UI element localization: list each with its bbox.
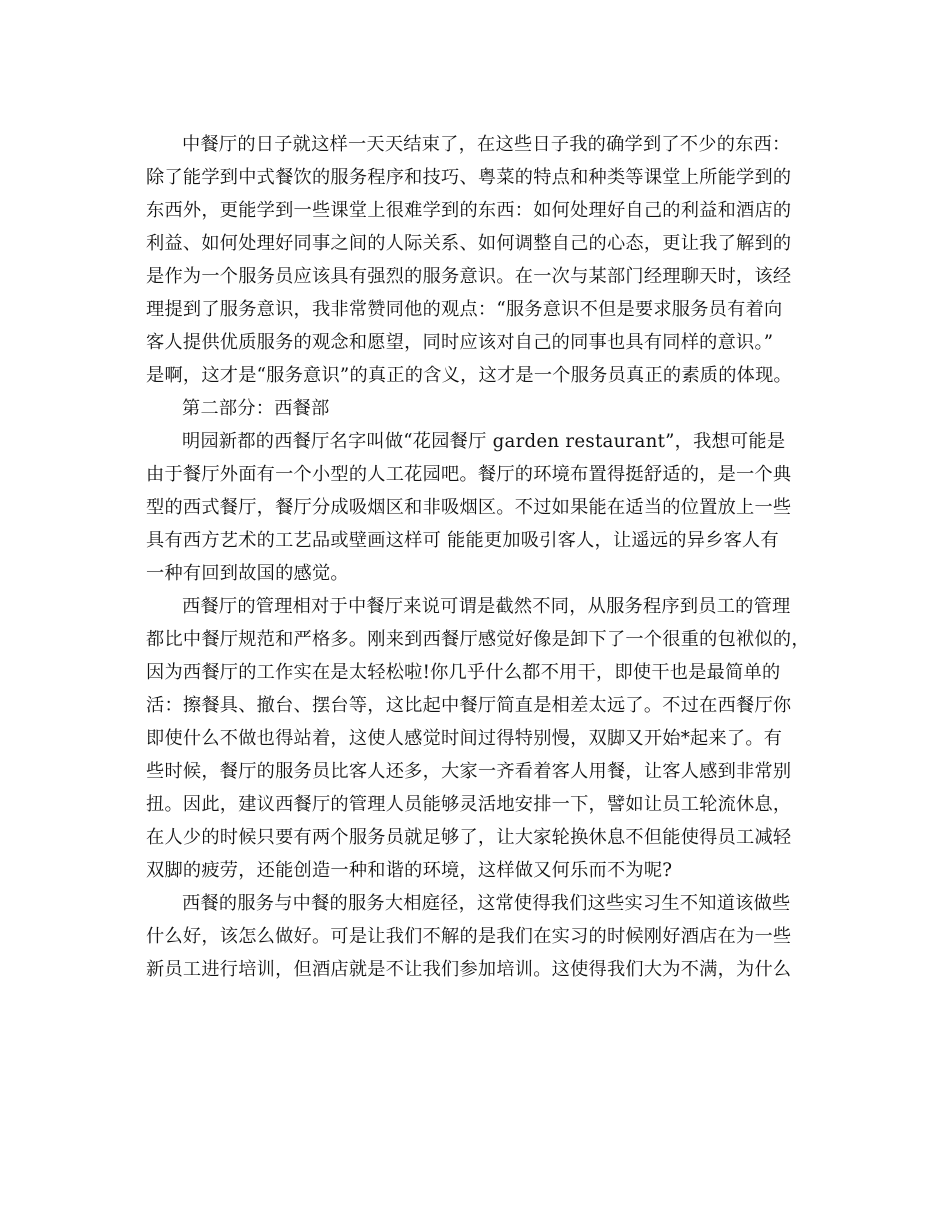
paragraph-line: 是作为一个服务员应该具有强烈的服务意识。在一次与某部门经理聊天时，该经 — [146, 266, 792, 287]
document-body — [146, 128, 816, 986]
paragraph-line: 什么好，该怎么做好。可是让我们不解的是我们在实习的时候刚好酒店在为一些 — [146, 926, 792, 947]
paragraph-line: 些时候，餐厅的服务员比客人还多，大家一齐看着客人用餐，让客人感到非常别 — [146, 761, 792, 782]
paragraph-line: 东西外，更能学到一些课堂上很难学到的东西：如何处理好自己的利益和酒店的 — [146, 200, 792, 221]
paragraph-line: 扭。因此，建议西餐厅的管理人员能够灵活地安排一下，譬如让员工轮流休息， — [146, 794, 792, 815]
paragraph-line: 理提到了服务意识，我非常赞同他的观点：“服务意识不但是要求服务员有着向 — [146, 299, 783, 320]
paragraph-line: 在人少的时候只要有两个服务员就足够了，让大家轮换休息不但能使得员工减轻 — [146, 827, 792, 848]
paragraph-line: 具有西方艺术的工艺品或壁画这样可 能能更加吸引客人，让遥远的异乡客人有 — [146, 530, 779, 551]
paragraph-line: 明园新都的西餐厅名字叫做“花园餐厅 garden restaurant”，我想可能是 — [182, 431, 786, 452]
paragraph-line: 双脚的疲劳，还能创造一种和谐的环境，这样做又何乐而不为呢? — [146, 860, 673, 881]
paragraph-line: 西餐的服务与中餐的服务大相庭径，这常使得我们这些实习生不知道该做些 — [182, 893, 791, 914]
section-heading: 第二部分：西餐部 — [182, 398, 330, 419]
paragraph-line: 由于餐厅外面有一个小型的人工花园吧。餐厅的环境布置得挺舒适的，是一个典 — [146, 464, 792, 485]
paragraph-line: 西餐厅的管理相对于中餐厅来说可谓是截然不同，从服务程序到员工的管理 — [182, 596, 791, 617]
paragraph-line: 是啊，这才是“服务意识”的真正的含义，这才是一个服务员真正的素质的体现。 — [146, 365, 792, 386]
paragraph-line: 除了能学到中式餐饮的服务程序和技巧、粤菜的特点和种类等课堂上所能学到的 — [146, 167, 792, 188]
paragraph-line: 利益、如何处理好同事之间的人际关系、如何调整自己的心态，更让我了解到的 — [146, 233, 792, 254]
paragraph-line: 新员工进行培训，但酒店就是不让我们参加培训。这使得我们大为不满，为什么 — [146, 959, 792, 980]
paragraph-line: 都比中餐厅规范和严格多。刚来到西餐厅感觉好像是卸下了一个很重的包袱似的， — [146, 629, 810, 650]
paragraph-line: 中餐厅的日子就这样一天天结束了，在这些日子我的确学到了不少的东西： — [182, 134, 791, 155]
paragraph-line: 型的西式餐厅，餐厅分成吸烟区和非吸烟区。不过如果能在适当的位置放上一些 — [146, 497, 792, 518]
paragraph-line: 活：擦餐具、撤台、摆台等，这比起中餐厅简直是相差太远了。不过在西餐厅你 — [146, 695, 792, 716]
paragraph-line: 因为西餐厅的工作实在是太轻松啦!你几乎什么都不用干，即使干也是最简单的 — [146, 662, 781, 683]
paragraph-line: 客人提供优质服务的观念和愿望，同时应该对自己的同事也具有同样的意识。” — [146, 332, 774, 353]
paragraph-line: 一种有回到故国的感觉。 — [146, 563, 349, 584]
paragraph-line: 即使什么不做也得站着，这使人感觉时间过得特别慢，双脚又开始*起来了。有 — [146, 728, 783, 749]
